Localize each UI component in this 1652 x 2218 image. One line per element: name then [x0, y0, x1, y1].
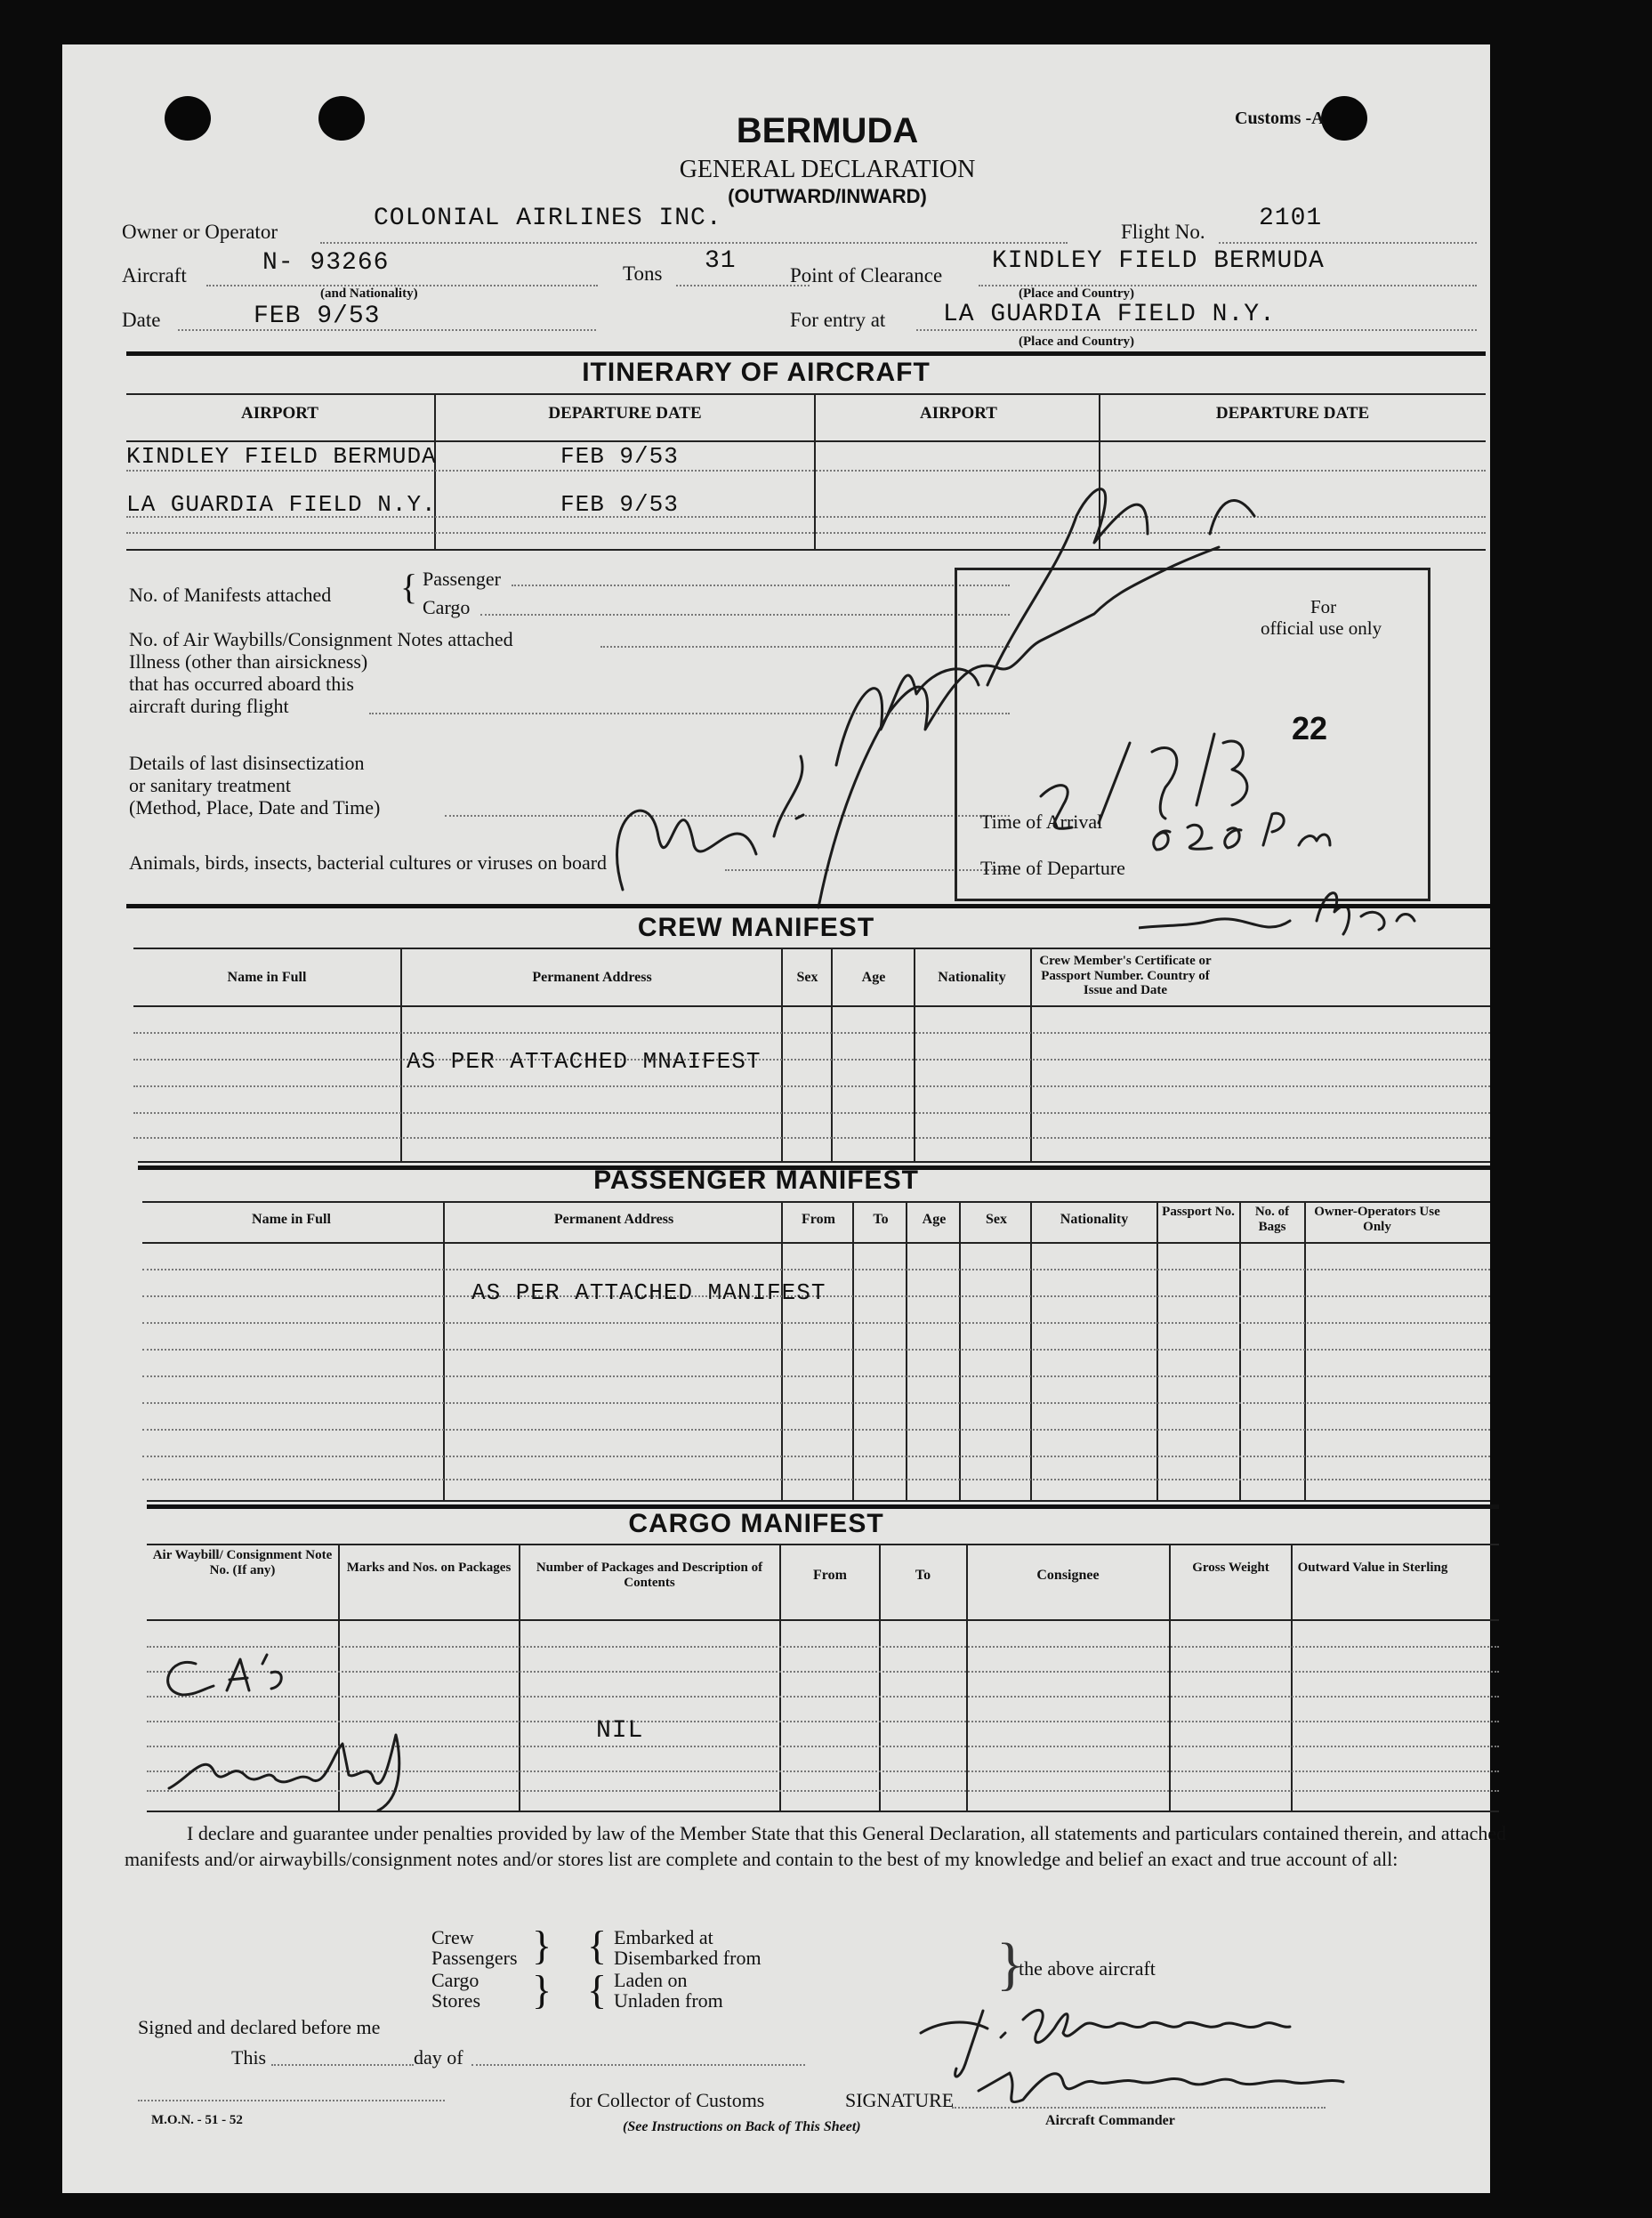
passenger-col-owner: Owner-Operators Use Only — [1314, 1205, 1440, 1234]
tons-label: Tons — [623, 262, 663, 285]
itinerary-date-2: FEB 9/53 — [560, 491, 679, 518]
cargo-heading: CARGO MANIFEST — [628, 1509, 884, 1538]
itinerary-heading: ITINERARY OF AIRCRAFT — [582, 358, 931, 387]
passenger-col-age: Age — [922, 1212, 947, 1227]
country-title: BERMUDA — [736, 111, 919, 150]
cargo-col-packages: Number of Packages and Description of Contents — [536, 1561, 763, 1590]
punch-hole — [318, 96, 365, 141]
crew-col-age: Age — [861, 970, 886, 985]
manifests-label: No. of Manifests attached — [129, 584, 332, 606]
footer-instructions: (See Instructions on Back of This Sheet) — [623, 2119, 861, 2134]
footer-collector: for Collector of Customs — [569, 2089, 765, 2111]
footer-passengers: Passengers — [431, 1947, 518, 1969]
itinerary-col-airport: AIRPORT — [241, 404, 318, 423]
clearance-value: KINDLEY FIELD BERMUDA — [992, 247, 1325, 275]
owner-value: COLONIAL AIRLINES INC. — [374, 205, 722, 232]
footer-stores: Stores — [431, 1989, 480, 2012]
footer-cargo: Cargo — [431, 1969, 479, 1991]
departure-label: Time of Departure — [980, 857, 1125, 879]
passenger-col-to: To — [873, 1212, 889, 1227]
illness-label-1: Illness (other than airsickness) — [129, 650, 368, 673]
flight-label: Flight No. — [1121, 221, 1205, 243]
manifests-passenger: Passenger — [423, 568, 501, 590]
crew-col-certificate: Crew Member's Certificate or Passport Number. Country of Issue and Date — [1039, 954, 1212, 997]
disinsect-label-3: (Method, Place, Date and Time) — [129, 796, 381, 819]
aircraft-value: N- 93266 — [262, 249, 390, 277]
illness-label-2: that has occurred aboard this — [129, 673, 354, 695]
passenger-col-nationality: Nationality — [1060, 1212, 1129, 1227]
itinerary-airport-2: LA GUARDIA FIELD N.Y. — [126, 491, 437, 518]
declaration-form: BERMUDA GENERAL DECLARATION (OUTWARD/INWARD) Customs -A Owner or Operator COLONIAL AIRLINES INC. Flight No. 2101 Aircraft N- 93266 (and Nationality) Tons 31 Point of Clearance KINDLEY FIELD BERMUDA (Place and Country) Date FEB 9/53 For entry at LA GUARDIA FIELD N.Y. (Place and Country) ITINERARY OF AIRCRAFT AIRPORT DEPARTURE DATE AIRPORT DEPARTURE DATE KINDLEY FIELD BERMUDA FEB 9/53 LA GUARDIA FIELD N.Y. FEB 9/53 No. of Manifests attached { Passenger Cargo No. of Air Waybills/Consignment Notes attached Illness (other than airsickness) that has occurred aboard this aircraft during flight Details of last disinsectization or sanitary treatment (Method, Place, Date and Time) Animals, birds, insects, bacterial cultures or viruses on board For official use only 22 Time of Arrival Time of Departure CREW MANIFEST Name in Full Permanent Address Sex Age Nationality Crew Member's Certificate or Passport Number. Country of Issue and Date AS PER ATTACHED MNAIFEST PASSENGER MANIFEST Name in Full Permanent Address From To Age Sex Nationality Passport No. No. of Bags Owner-Operators Use Only AS PER ATTACHED MANIFEST CARGO MANIFEST Air Waybill/ Consignment Note No. (If any) Marks and Nos. on Packages Number of Packages and Description of Contents From To Consignee Gross Weight Outward Value in Sterling NIL I declare and guarantee under penalties provided by law of the Member State that this General Declaration, all statements and particulars contained therein, and attached manifests and/or airwaybills/consignment notes and/or stores list are complete and contain to the best of my knowledge and belief an exact and true account of all: Crew Passengers } Cargo Stores } { Embarked at Disembarked from { Laden on Unladen from } the above aircraft Signed and declared before me This day of for Collector of Customs SIGNATURE Aircraft Commander M.O.N. - 51 - 52 (See Instructions on Back of This Sheet) — [62, 44, 1490, 2193]
itinerary-col-date-2: DEPARTURE DATE — [1215, 404, 1370, 423]
passenger-col-address: Permanent Address — [553, 1212, 674, 1227]
cargo-col-waybill: Air Waybill/ Consignment Note No. (If any) — [152, 1548, 333, 1577]
crew-col-name: Name in Full — [227, 970, 307, 985]
footer-form-no: M.O.N. - 51 - 52 — [151, 2113, 243, 2127]
entry-note: (Place and Country) — [1019, 335, 1134, 349]
arrival-label: Time of Arrival — [980, 811, 1103, 833]
aircraft-note: (and Nationality) — [320, 286, 418, 301]
owner-label: Owner or Operator — [122, 221, 278, 243]
entry-value: LA GUARDIA FIELD N.Y. — [943, 301, 1276, 328]
tons-value: 31 — [705, 247, 737, 275]
footer-signature-label: SIGNATURE — [845, 2089, 955, 2111]
passenger-col-from: From — [802, 1212, 835, 1227]
footer-commander: Aircraft Commander — [1045, 2113, 1175, 2128]
footer-above-aircraft: the above aircraft — [1019, 1957, 1156, 1980]
footer-this: This — [231, 2046, 267, 2069]
form-title: GENERAL DECLARATION — [679, 156, 976, 183]
cargo-col-value: Outward Value in Sterling — [1297, 1561, 1448, 1575]
handwritten-cargo-initials — [151, 1646, 445, 1824]
itinerary-col-airport-2: AIRPORT — [920, 404, 997, 423]
cargo-col-to: To — [915, 1568, 931, 1583]
footer-embarked: Embarked at — [614, 1926, 713, 1948]
cargo-col-marks: Marks and Nos. on Packages — [346, 1561, 512, 1575]
flight-value: 2101 — [1259, 205, 1323, 232]
crew-heading: CREW MANIFEST — [637, 913, 875, 942]
form-subtitle: (OUTWARD/INWARD) — [728, 185, 927, 207]
commander-signature — [916, 1993, 1397, 2126]
footer-signed: Signed and declared before me — [138, 2016, 381, 2038]
footer-crew: Crew — [431, 1926, 474, 1948]
footer-unladen: Unladen from — [614, 1989, 723, 2012]
itinerary-date-1: FEB 9/53 — [560, 443, 679, 470]
animals-label: Animals, birds, insects, bacterial cultures or viruses on board — [129, 851, 608, 874]
date-label: Date — [122, 309, 161, 331]
clearance-label: Point of Clearance — [790, 264, 943, 286]
official-number: 22 — [1291, 710, 1328, 746]
official-label-1: For — [1310, 596, 1337, 617]
cargo-col-consignee: Consignee — [1036, 1568, 1100, 1583]
footer-laden: Laden on — [614, 1969, 688, 1991]
passenger-col-bags: No. of Bags — [1254, 1205, 1290, 1234]
date-value: FEB 9/53 — [254, 302, 381, 330]
footer-disembarked: Disembarked from — [614, 1947, 762, 1969]
crew-col-sex: Sex — [796, 970, 818, 985]
illness-label-3: aircraft during flight — [129, 695, 289, 717]
crew-note: AS PER ATTACHED MNAIFEST — [407, 1048, 762, 1075]
entry-label: For entry at — [790, 309, 886, 331]
passenger-col-sex: Sex — [986, 1212, 1007, 1227]
cargo-col-from: From — [813, 1568, 847, 1583]
crew-col-nationality: Nationality — [938, 970, 1006, 985]
passenger-col-name: Name in Full — [252, 1212, 331, 1227]
crew-col-address: Permanent Address — [532, 970, 652, 985]
official-label-2: official use only — [1261, 617, 1382, 639]
punch-hole — [165, 96, 211, 141]
customs-form-ref: Customs -A — [1235, 109, 1325, 128]
disinsect-label-2: or sanitary treatment — [129, 774, 292, 796]
passenger-col-passport: Passport No. — [1162, 1205, 1235, 1219]
itinerary-col-date: DEPARTURE DATE — [548, 404, 702, 423]
punch-hole — [1321, 96, 1367, 141]
clearance-note: (Place and Country) — [1019, 286, 1134, 301]
itinerary-airport-1: KINDLEY FIELD BERMUDA — [126, 443, 437, 470]
passenger-note: AS PER ATTACHED MANIFEST — [471, 1279, 826, 1306]
footer-day-of: day of — [414, 2046, 463, 2069]
waybills-label: No. of Air Waybills/Consignment Notes attached — [129, 628, 513, 650]
aircraft-label: Aircraft — [122, 264, 187, 286]
handwritten-times — [1139, 787, 1432, 948]
manifests-cargo: Cargo — [423, 596, 471, 618]
cargo-note: NIL — [596, 1717, 644, 1745]
disinsect-label-1: Details of last disinsectization — [129, 752, 365, 774]
declaration-text: I declare and guarantee under penalties provided by law of the Member State that this General Declaration, all statements and particulars contained therein, and attached manifests and/or airwaybills/consignment notes and/or stores list are complete and contain to the best of my knowledge and belief an exact and true account of all: — [125, 1822, 1507, 1870]
passenger-heading: PASSENGER MANIFEST — [593, 1165, 919, 1195]
cargo-col-weight: Gross Weight — [1192, 1561, 1269, 1575]
